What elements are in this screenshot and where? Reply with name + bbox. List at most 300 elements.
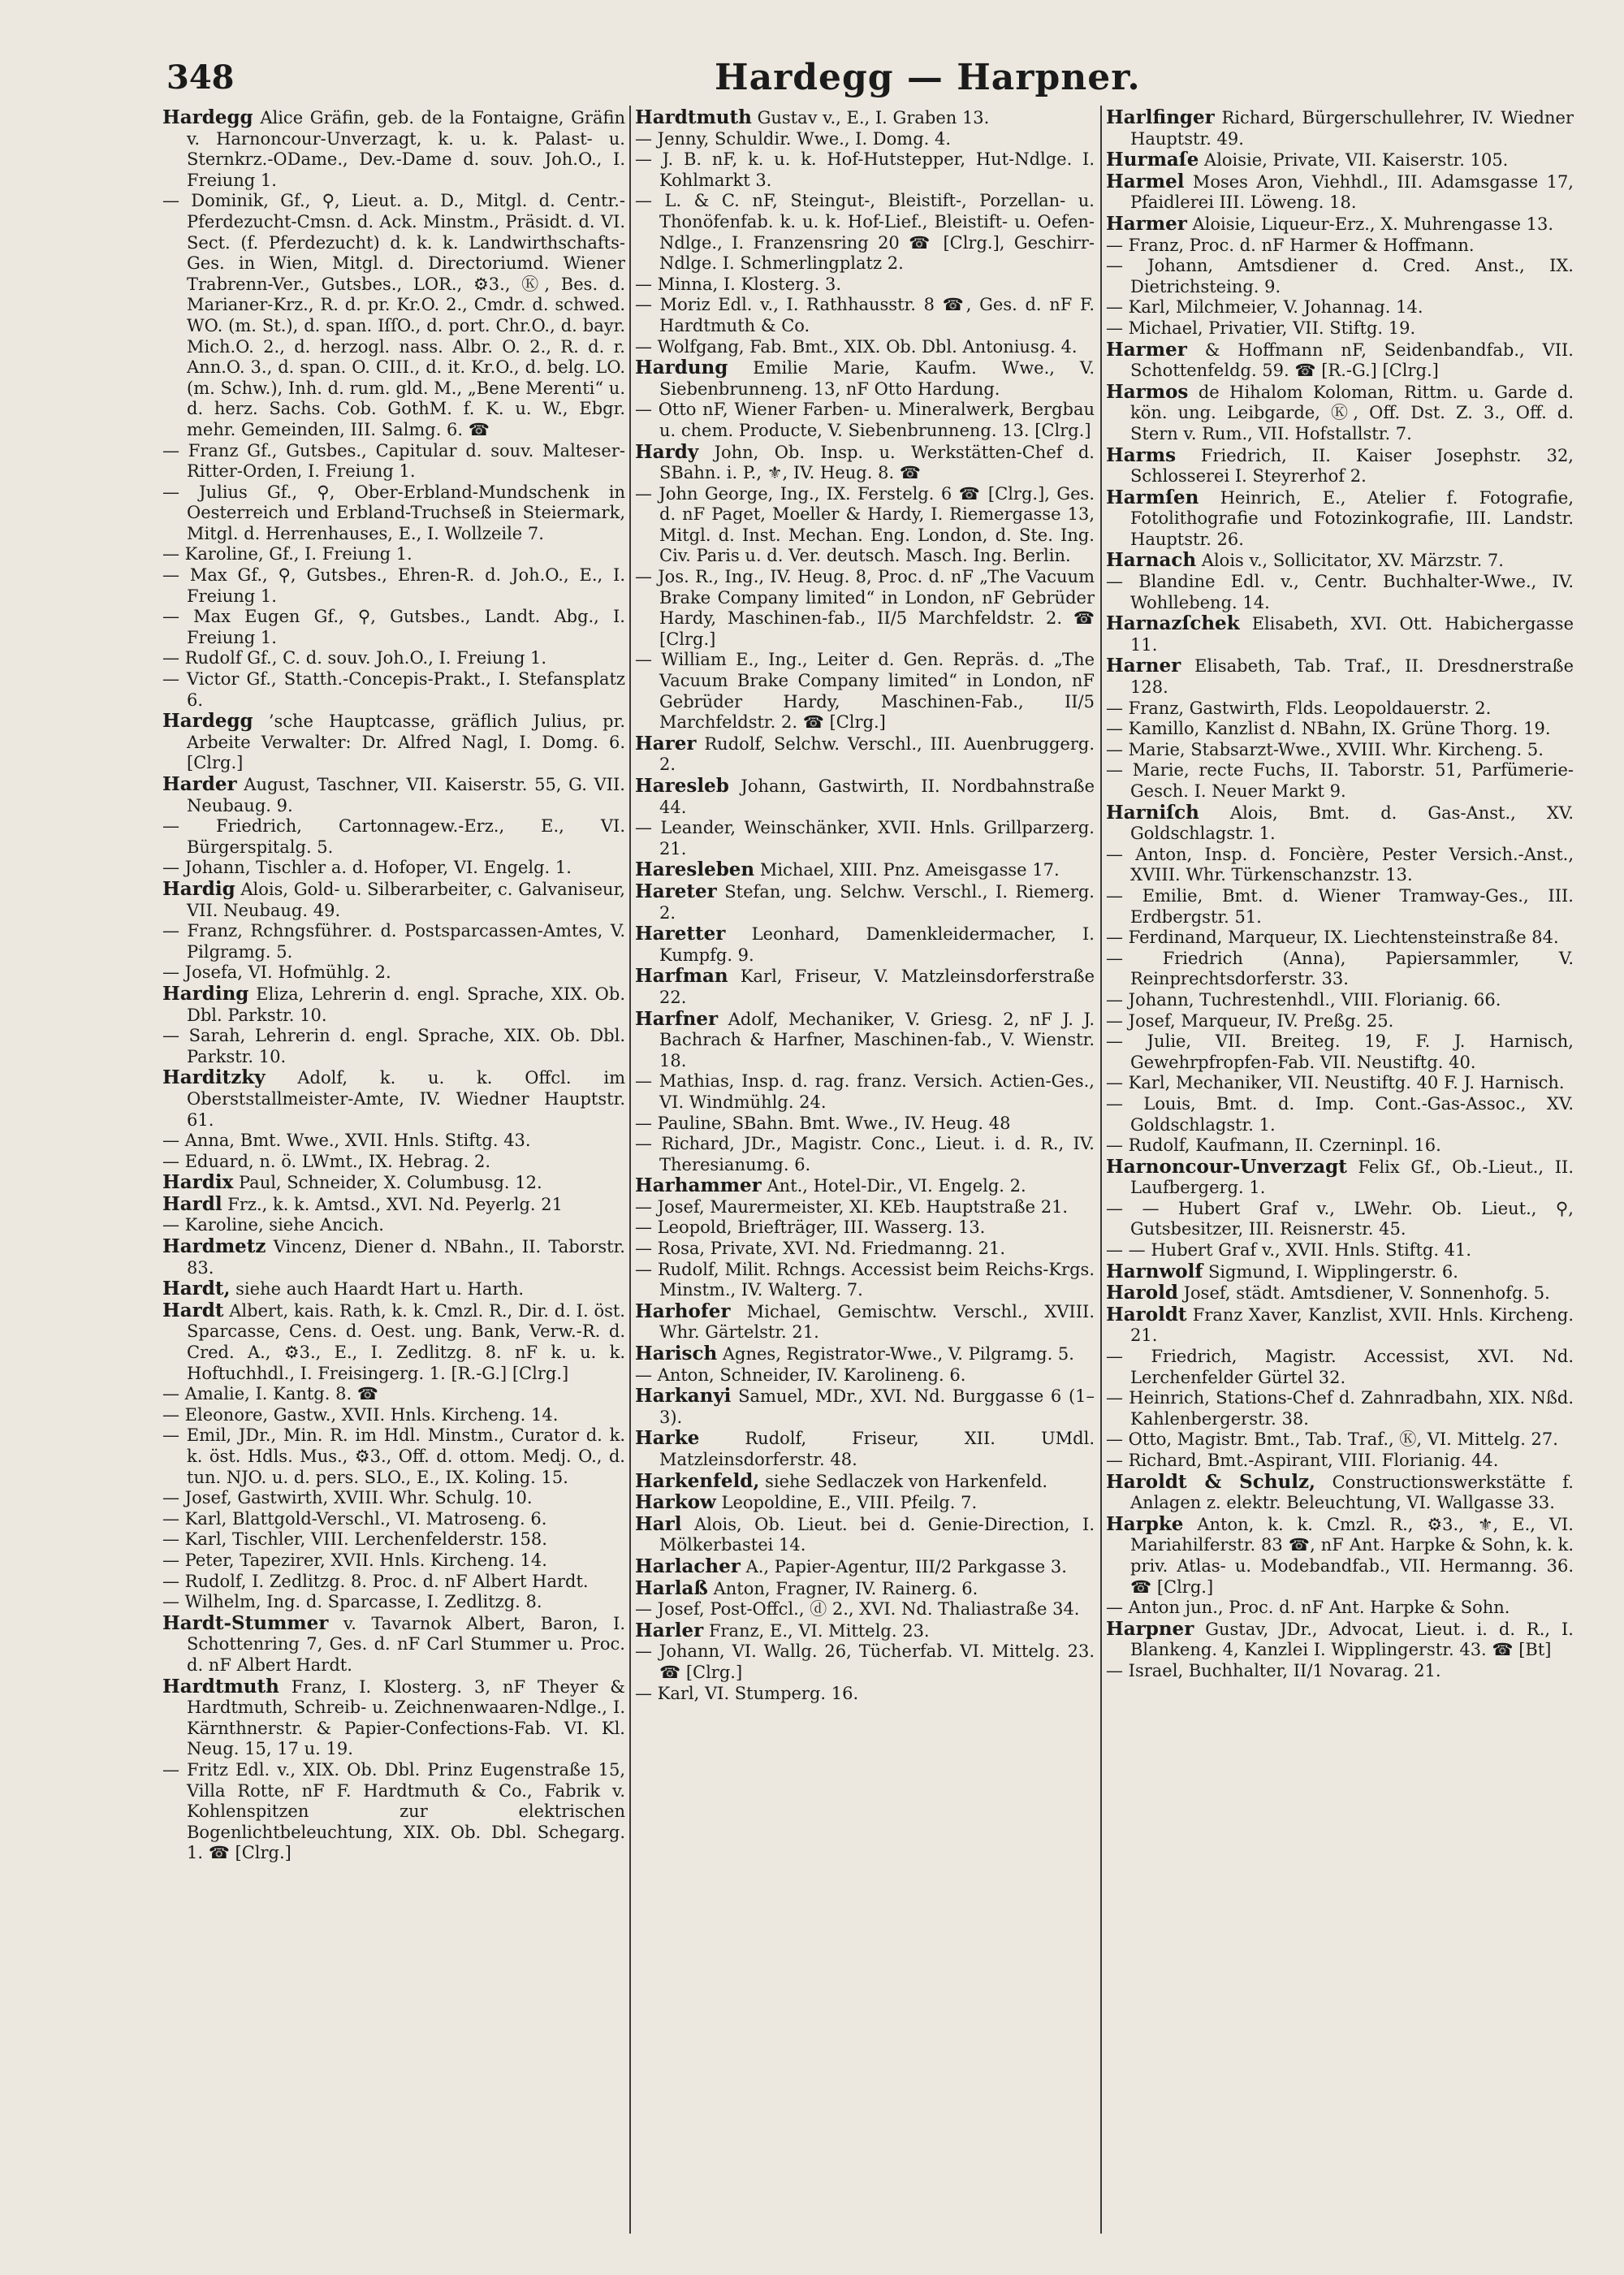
directory-entry [635,567,1095,650]
entry-headword: Harmſen [1106,486,1199,508]
entry-text: — Michael, Privatier, VII. Stiftg. 19. [1106,318,1416,338]
directory-entry [1106,1157,1574,1199]
directory-entry [162,107,625,191]
directory-entry [635,1641,1095,1683]
entry-text: Moses Aron, Viehhdl., III. Adamsgasse 17, Pfaidlerei III. Löweng. 18. [1130,171,1574,213]
entry-text: — Mathias, Insp. d. rag. franz. Versich. Actien-Ges., VI. Windmühlg. 24. [635,1071,1095,1112]
directory-entry [1106,1472,1574,1514]
directory-entry [1106,1304,1574,1347]
entry-headword: Harkenfeld, [635,1469,760,1492]
directory-entry [635,149,1095,191]
entry-text: Franz Xaver, Kanzlist, XVII. Hnls. Kircheng. 21. [1130,1304,1574,1346]
entry-text: Friedrich, II. Kaiser Josephstr. 32, Schlosserei I. Steyrerhof 2. [1130,445,1574,487]
entry-text: & Hoffmann nF, Seidenbandfab., VII. Schottenfeldg. 59. ☎ [R.-G.] [Clrg.] [1130,340,1574,381]
entry-text: — Sarah, Lehrerin d. engl. Sprache, XIX. Ob. Dbl. Parkstr. 10. [162,1026,625,1066]
entry-text: — Franz, Rchngsführer. d. Postsparcassen-Amtes, V. Pilgramg. 5. [162,921,625,962]
entry-text: Aloisie, Private, VII. Kaiserstr. 105. [1204,150,1509,171]
directory-entry [162,1131,625,1152]
directory-entry [635,1428,1095,1470]
directory-entry [162,648,625,669]
directory-entry [162,1384,625,1405]
entry-text: Karl, Friseur, V. Matzleinsdorferstraße 22. [659,967,1095,1007]
directory-entry [635,357,1095,400]
directory-entry [635,400,1095,441]
entry-text: Emilie Marie, Kaufm. Wwe., V. Siebenbrunneng. 13, nF Otto Hardung. [659,358,1095,399]
entry-headword: Hardegg [162,107,253,128]
entry-text: siehe auch Haardt Hart u. Harth. [235,1279,525,1300]
directory-entry [162,544,625,565]
directory-entry [1106,760,1574,802]
directory-entry [1106,1598,1574,1619]
entry-headword: Harkanyi [635,1385,732,1408]
entry-text: Eliza, Lehrerin d. engl. Sprache, XIX. Ob. Dbl. Parkstr. 10. [187,984,625,1025]
page-number: 348 [166,58,235,97]
directory-entry [635,337,1095,358]
entry-headword: Harpner [1106,1617,1194,1640]
directory-entry [162,1760,625,1864]
directory-entry [162,858,625,879]
entry-text: de Hihalom Koloman, Rittm. u. Garde d. kön. ung. Leibgarde, Ⓚ, Off. Dst. Z. 3., Off. d. Stern v. Rum., VII. Hofstallstr. 7. [1130,382,1574,443]
directory-entry [1106,572,1574,613]
entry-text: Frz., k. k. Amtsd., XVI. Nd. Peyerlg. 21 [227,1194,563,1214]
directory-entry [162,1405,625,1426]
entry-text: Elisabeth, XVI. Ott. Habichergasse 11. [1130,614,1574,655]
entry-text: — Dominik, Gf., ⚲, Lieut. a. D., Mitgl. d. Centr.-Pferdezucht-Cmsn. d. Ack. Minstm., Präsidt. d. VI. Sect. (f. Pferdezucht) d. k. k. Landwirthschafts-Ges. in Wien, Mitgl. d. Directoriumd. Wiener Trabrenn-Ver., Gutsbes., LOR., ⚙3., Ⓚ, Bes. d. Marianer-Krz., R. d. pr. Kr.O. 2., Cmdr. d. schwed. WO. (m. St.), d. span. IſſO., d. port. Chr.O., d. bayr. Mich.O. 2., d. herzogl. nass. Albr. O. 2., R. d. r. Ann.O. 3., d. span. O. CIII., d. it. Kr.O., d. belg. LO. (m. Schw.), Inh. d. rum. gld. M., „Bene Merenti“ u. d. herz. Sachs. Cob. GothM. f. K. u. W., Ebgr. mehr. Gemeinden, III. Salmg. 6. ☎ [162,191,625,439]
entry-text: — Amalie, I. Kantg. 8. ☎ [162,1384,378,1404]
directory-entry [162,921,625,962]
directory-entry [635,295,1095,336]
directory-entry [162,879,625,921]
entry-text: Richard, Bürgerschullehrer, IV. Wiedner Hauptstr. 49. [1130,108,1574,149]
entry-text: — Kamillo, Kanzlist d. NBahn, IX. Grüne Thorg. 19. [1106,719,1551,739]
directory-entry [1106,699,1574,720]
entry-text: Constructionswerkstätte f. Anlagen z. elektr. Beleuchtung, VI. Wallgasse 33. [1130,1472,1574,1513]
directory-entry [635,1114,1095,1135]
entry-text: Rudolf, Friseur, XII. UMdl. Matzleinsdorferstr. 48. [659,1429,1095,1469]
entry-text: — Karoline, Gf., I. Freiung 1. [162,544,412,564]
entry-text: — — Hubert Graf v., LWehr. Ob. Lieut., ⚲, Gutsbesitzer, III. Reisnerstr. 45. [1106,1198,1574,1239]
entry-text: Elisabeth, Tab. Traf., II. Dresdnerstraße 128. [1130,656,1574,698]
entry-headword: Harner [1106,655,1181,677]
entry-headword: Harder [162,773,237,795]
directory-entry [1106,149,1574,171]
entry-headword: Harold [1106,1282,1178,1304]
entry-text: — Leopold, Briefträger, III. Wasserg. 13. [635,1218,986,1238]
entry-text: — — Hubert Graf v., XVII. Hnls. Stiftg. 41. [1106,1240,1472,1261]
entry-headword: Harhammer [635,1174,762,1197]
entry-text: Samuel, MDr., XVI. Nd. Burggasse 6 (1–3). [659,1386,1095,1427]
directory-entry [1106,318,1574,340]
directory-entry [635,1260,1095,1301]
directory-entry [162,816,625,858]
entry-headword: Haroldt & Schulz, [1106,1470,1316,1493]
directory-entry [162,1067,625,1131]
directory-entry [1106,719,1574,740]
directory-entry [162,565,625,607]
directory-entry [635,191,1095,274]
directory-entry [162,1236,625,1278]
directory-entry [635,1239,1095,1260]
directory-entry [1106,1261,1574,1283]
entry-text: — Jos. R., Ing., IV. Heug. 8, Proc. d. nF „The Vacuum Brake Company limited“ in London, nF Gebrüder Hardy, Maschinen-fab., II/5 Marchfeldstr. 2. ☎ [Clrg.] [635,567,1095,649]
directory-entry [635,1175,1095,1197]
entry-text: — Max Eugen Gf., ⚲, Gutsbes., Landt. Abg., I. Freiung 1. [162,607,625,647]
directory-entry [162,482,625,545]
entry-text: — Friedrich (Anna), Papiersammler, V. Reinprechtsdorferstr. 33. [1106,948,1574,989]
entry-text: Alice Gräfin, geb. de la Fontaigne, Gräfin v. Harnoncour-Unverzagt, k. u. k. Palast- u. Sternkrz.-ODame., Dev.-Dame d. souv. Joh.O., I. Freiung 1. [187,108,625,190]
entry-text: Leonhard, Damenkleidermacher, I. Kumpfg. 9. [659,924,1095,965]
directory-entry [162,1215,625,1236]
directory-entry [1106,487,1574,551]
directory-entry [635,107,1095,129]
entry-text: Anton, Fragner, IV. Rainerg. 6. [713,1578,978,1598]
entry-headword: Hardix [162,1171,234,1194]
directory-entry [162,1592,625,1613]
directory-entry [162,1529,625,1551]
entry-headword: Harnazſchek [1106,612,1240,635]
entry-text: — Blandine Edl. v., Centr. Buchhalter-Wwe., IV. Wohllebeng. 14. [1106,572,1574,612]
directory-entry [635,859,1095,881]
entry-text: — Israel, Buchhalter, II/1 Novarag. 21. [1106,1660,1441,1680]
entry-text: — Richard, Bmt.-Aspirant, VIII. Florianig. 44. [1106,1451,1499,1470]
entry-text: Albert, kais. Rath, k. k. Cmzl. R., Dir. d. I. öst. Sparcasse, Cens. d. Oest. ung. Bank, Verw.-R. d. Cred. A., ⚙3., E., I. Zedlitzg. 8. nF k. u. k. Hoftuchhdl., I. Freisingerg. 1. [R.-G.] [Clrg.] [187,1300,625,1383]
directory-entry [1106,990,1574,1011]
directory-entry [1106,802,1574,845]
entry-text: — Karl, VI. Stumperg. 16. [635,1683,859,1703]
entry-headword: Hardl [162,1192,222,1215]
entry-text: — Johann, Tischler a. d. Hofoper, VI. Engelg. 1. [162,858,572,878]
entry-text: — Eduard, n. ö. LWmt., IX. Hebrag. 2. [162,1151,491,1171]
directory-entry [162,711,625,774]
directory-entry [1106,1661,1574,1682]
directory-entry [635,275,1095,296]
directory-entry [162,607,625,648]
entry-headword: Harms [1106,443,1177,466]
directory-entry [162,441,625,482]
directory-column-1 [162,107,625,2251]
entry-text: — Franz, Proc. d. nF Harmer & Hoffmann. [1106,235,1475,255]
entry-text: — Julie, VII. Breiteg. 19, F. J. Harnisch, Gewehrpfropfen-Fab. VII. Neustiftg. 40. [1106,1032,1574,1072]
entry-text: — Rudolf, Kaufmann, II. Czerninpl. 16. [1106,1135,1441,1156]
directory-entry [162,1300,625,1384]
directory-entry [162,1613,625,1676]
directory-entry [635,1071,1095,1113]
entry-text: — Franz, Gastwirth, Flds. Leopoldauerstr. 2. [1106,698,1492,718]
directory-entry [1106,949,1574,990]
entry-text: — L. & C. nF, Steingut-, Bleistift-, Porzellan- u. Thonöfenfab. k. u. k. Hof-Lief., Bleistift- u. Oefen-Ndlge., I. Franzensring 20 ☎ [Clrg.], Geschirr-Ndlge. I. Schmerlingplatz 2. [635,191,1095,274]
entry-headword: Hurmaſe [1106,149,1199,171]
entry-headword: Harer [635,732,697,755]
directory-entry [635,1218,1095,1239]
directory-entry [1106,1199,1574,1240]
entry-headword: Harler [635,1619,704,1641]
entry-headword: Haroldt [1106,1303,1187,1326]
entry-text: Johann, Gastwirth, II. Nordbahnstraße 44. [659,776,1095,817]
entry-text: — Minna, I. Klosterg. 3. [635,274,842,294]
running-head: Hardegg — Harpner. [715,57,1141,98]
directory-entry [635,966,1095,1008]
directory-entry [1106,1388,1574,1429]
directory-entry [1106,550,1574,572]
directory-entry [635,1684,1095,1705]
entry-text: Alois, Bmt. d. Gas-Anst., XV. Goldschlagstr. 1. [1130,802,1574,844]
entry-text: Michael, Gemischtw. Verschl., XVIII. Whr. Gärtelstr. 21. [659,1301,1095,1343]
entry-headword: Harniſch [1106,801,1199,824]
entry-headword: Harnoncour-Unverzagt [1106,1155,1347,1178]
directory-entry [1106,1451,1574,1472]
entry-headword: Haresleben [635,859,755,881]
entry-text: — Franz Gf., Gutsbes., Capitular d. souv. Malteser-Ritter-Orden, I. Freiung 1. [162,440,625,482]
entry-headword: Harisch [635,1343,718,1365]
entry-text: — Peter, Tapezirer, XVII. Hnls. Kircheng. 14. [162,1550,547,1570]
directory-entry [1106,1135,1574,1157]
entry-text: — Julius Gf., ⚲, Ober-Erbland-Mundschenk in Oesterreich und Erbland-Truchseß in Steiermark, Mitgl. d. Herrenhauses, E., I. Wollzeile 7. [162,482,625,543]
entry-headword: Hardegg [162,710,253,733]
entry-text: — Josefa, VI. Hofmühlg. 2. [162,962,391,983]
entry-text: — Victor Gf., Statth.-Concepis-Prakt., I. Stefansplatz 6. [162,669,625,710]
directory-entry [1106,1429,1574,1451]
directory-entry [635,1620,1095,1642]
directory-entry [635,1301,1095,1343]
entry-text: Sigmund, I. Wipplingerstr. 6. [1207,1261,1458,1282]
directory-entry [1106,1619,1574,1661]
directory-entry [1106,1240,1574,1261]
entry-text: Rudolf, Selchw. Verschl., III. Auenbruggerg. 2. [659,733,1095,775]
entry-headword: Harpke [1106,1512,1184,1535]
entry-headword: Haresleb [635,775,729,797]
entry-text: v. Tavarnok Albert, Baron, I. Schottenring 7, Ges. d. nF Carl Stummer u. Proc. d. nF Albert Hardt. [187,1613,625,1675]
directory-entry [1106,1514,1574,1598]
entry-text: — J. B. nF, k. u. k. Hof-Hutstepper, Hut-Ndlge. I. Kohlmarkt 3. [635,149,1095,190]
entry-headword: Hareter [635,880,717,902]
entry-text: Alois, Ob. Lieut. bei d. Genie-Direction, I. Mölkerbastei 14. [659,1514,1095,1555]
directory-entry [162,1172,625,1194]
entry-text: — Emil, JDr., Min. R. im Hdl. Minstm., Curator d. k. k. öst. Hdls. Mus., ⚙3., Off. d. ottom. Medj. O., d. tun. NJO. u. d. pers. SLO., E., IX. Koling. 15. [162,1425,625,1487]
directory-entry [635,650,1095,733]
column-divider [629,106,631,2234]
entry-text: — Josef, Gastwirth, XVIII. Whr. Schulg. 10. [162,1488,533,1508]
entry-text: — Johann, VI. Wallg. 26, Tücherfab. VI. Mittelg. 23. ☎ [Clrg.] [635,1641,1095,1682]
entry-text: — Heinrich, Stations-Chef d. Zahnradbahn, XIX. Nßd. Kahlenbergerstr. 38. [1106,1388,1574,1429]
directory-entry [1106,845,1574,886]
entry-text: Ant., Hotel-Dir., VI. Engelg. 2. [767,1176,1026,1196]
entry-headword: Hardtmuth [635,107,752,128]
entry-text: — Otto, Magistr. Bmt., Tab. Traf., Ⓚ, VI. Mittelg. 27. [1106,1429,1558,1450]
directory-entry [1106,655,1574,698]
entry-text: — William E., Ing., Leiter d. Gen. Repräs. d. „The Vacuum Brake Company limited“ in London, nF Gebrüder Hardy, Maschinen-Fab., II/5 Marchfeldstr. 2. ☎ [Clrg.] [635,650,1095,733]
entry-headword: Hardig [162,877,235,900]
entry-headword: Harding [162,982,249,1005]
entry-headword: Harhofer [635,1300,731,1322]
entry-text: — Josef, Maurermeister, XI. KEb. Hauptstraße 21. [635,1196,1069,1217]
entry-text: — Moriz Edl. v., I. Rathhausstr. 8 ☎, Ges. d. nF F. Hardtmuth & Co. [635,295,1095,335]
entry-headword: Harkow [635,1491,716,1514]
directory-entry [162,1152,625,1173]
entry-text: August, Taschner, VII. Kaiserstr. 55, G. VII. Neubaug. 9. [187,775,625,815]
directory-entry [635,442,1095,484]
directory-entry [1106,107,1574,149]
entry-headword: Harke [635,1427,700,1450]
directory-entry [1106,1282,1574,1304]
directory-entry [635,1556,1095,1578]
entry-text: Leopoldine, E., VIII. Pfeilg. 7. [721,1493,978,1513]
directory-entry [635,733,1095,776]
directory-entry [1106,214,1574,236]
entry-text: — Jenny, Schuldir. Wwe., I. Domg. 4. [635,128,952,149]
directory-entry [635,776,1095,818]
entry-text: — Rudolf, I. Zedlitzg. 8. Proc. d. nF Albert Hardt. [162,1571,589,1591]
entry-text: — Karl, Tischler, VIII. Lerchenfelderstr. 158. [162,1529,547,1550]
entry-text: Franz, E., VI. Mittelg. 23. [708,1620,930,1641]
directory-entry [635,1492,1095,1514]
entry-headword: Hardung [635,357,728,379]
entry-headword: Hardt, [162,1278,231,1300]
entry-text: Alois v., Sollicitator, XV. Märzstr. 7. [1201,551,1504,571]
directory-column-2 [635,107,1095,2251]
directory-entry [635,1386,1095,1428]
entry-text: — Anton jun., Proc. d. nF Ant. Harpke & Sohn. [1106,1598,1510,1618]
directory-entry [635,881,1095,923]
directory-entry [162,1509,625,1530]
directory-entry [1106,886,1574,928]
entry-text: — Eleonore, Gastw., XVII. Hnls. Kircheng. 14. [162,1404,559,1425]
entry-headword: Hardtmuth [162,1675,279,1698]
entry-text: Vincenz, Diener d. NBahn., II. Taborstr. 83. [187,1237,625,1278]
entry-headword: Harditzky [162,1066,266,1089]
entry-text: — Louis, Bmt. d. Imp. Cont.-Gas-Assoc., XV. Goldschlagstr. 1. [1106,1093,1574,1135]
directory-entry [162,774,625,816]
entry-text: — Karl, Milchmeier, V. Johannag. 14. [1106,297,1423,318]
entry-headword: Haretter [635,923,726,945]
directory-entry [1106,1032,1574,1073]
directory-entry [635,1599,1095,1620]
entry-text: — Leander, Weinschänker, XVII. Hnls. Grillparzerg. 21. [635,818,1095,859]
directory-column-3 [1106,107,1574,2251]
directory-entry [162,1194,625,1216]
directory-entry [635,1471,1095,1493]
entry-text: Josef, städt. Amtsdiener, V. Sonnenhofg. 5. [1183,1283,1550,1304]
entry-text: — Josef, Marqueur, IV. Preßg. 25. [1106,1010,1394,1031]
directory-entry [162,1551,625,1572]
entry-text: — Richard, JDr., Magistr. Conc., Lieut. i. d. R., IV. Theresianumg. 6. [635,1134,1095,1174]
entry-text: — Anton, Insp. d. Foncière, Pester Versich.-Anst., XVIII. Whr. Türkenschanzstr. 13. [1106,844,1574,885]
entry-text: Adolf, k. u. k. Offcl. im Oberststallmeister-Amte, IV. Wiedner Hauptstr. 61. [187,1068,625,1130]
directory-entry [635,923,1095,966]
entry-text: Adolf, Mechaniker, V. Griesg. 2, nF J. J. Bachrach & Harfner, Maschinen-fab., V. Wienstr. 18. [659,1009,1095,1070]
directory-entry [162,962,625,984]
entry-text: — Ferdinand, Marqueur, IX. Liechtensteinstraße 84. [1106,928,1559,948]
entry-text: — John George, Ing., IX. Ferstelg. 6 ☎ [Clrg.], Ges. d. nF Paget, Moeller & Hardy, I. Riemergasse 13, Mitgl. d. Inst. Mechan. Eng. London, d. Ste. Ing. Civ. Paris u. d. Ver. deutsch. Masch. Ing. Berlin. [635,483,1095,566]
entry-headword: Hardmetz [162,1235,266,1258]
directory-entry [635,1009,1095,1072]
entry-headword: Harmos [1106,380,1189,403]
directory-entry [635,129,1095,150]
directory-entry [162,1425,625,1488]
entry-text: siehe Sedlaczek von Harkenfeld. [765,1471,1048,1491]
entry-text: Agnes, Registrator-Wwe., V. Pilgramg. 5. [722,1344,1074,1365]
entry-headword: Hardt [162,1299,224,1321]
entry-text: — Anton, Schneider, IV. Karolineng. 6. [635,1365,966,1385]
directory-entry [162,669,625,711]
directory-entry [1106,1347,1574,1388]
directory-entry [162,984,625,1026]
directory-entry [635,818,1095,859]
entry-headword: Harmer [1106,338,1187,361]
entry-text: — Friedrich, Magistr. Accessist, XVI. Nd. Lerchenfelder Gürtel 32. [1106,1347,1574,1387]
entry-text: ’sche Hauptcasse, gräflich Julius, pr. Arbeite Verwalter: Dr. Alfred Nagl, I. Domg. 6. [Clrg.] [187,711,625,773]
directory-entry [1106,297,1574,318]
directory-entry [162,191,625,440]
directory-entry [635,1134,1095,1175]
column-divider [1100,106,1102,2234]
entry-text: — Karl, Mechaniker, VII. Neustiftg. 40 F. J. Harnisch. [1106,1073,1565,1093]
entry-text: — Friedrich, Cartonnagew.-Erz., E., VI. Bürgerspitalg. 5. [162,816,625,857]
entry-headword: Hardy [635,440,699,463]
entry-text: Paul, Schneider, X. Columbusg. 12. [238,1173,542,1193]
directory-entry [635,1365,1095,1386]
entry-text: — Johann, Amtsdiener d. Cred. Anst., IX. Dietrichsteing. 9. [1106,256,1574,296]
directory-entry [1106,1094,1574,1135]
entry-text: — Rudolf, Milit. Rchngs. Accessist beim Reichs-Krgs. Minstm., IV. Walterg. 7. [635,1259,1095,1300]
directory-entry [1106,340,1574,382]
entry-text: — Johann, Tuchrestenhdl., VIII. Florianig. 66. [1106,989,1501,1010]
directory-entry [1106,171,1574,214]
directory-entry [635,1514,1095,1556]
directory-entry [635,484,1095,567]
entry-headword: Hardt-Stummer [162,1611,329,1634]
entry-text: Heinrich, E., Atelier f. Fotografie, Fotolithografie und Fotozinkografie, III. Landstr. Hauptstr. 26. [1130,487,1574,549]
entry-text: — Anna, Bmt. Wwe., XVII. Hnls. Stiftg. 43. [162,1131,531,1151]
entry-text: — Karl, Blattgold-Verschl., VI. Matroseng. 6. [162,1508,547,1529]
entry-text: Aloisie, Liqueur-Erz., X. Muhrengasse 13. [1192,214,1554,234]
entry-headword: Harlacher [635,1555,741,1577]
entry-text: John, Ob. Insp. u. Werkstätten-Chef d. SBahn. i. P., ⚜, IV. Heug. 8. ☎ [659,442,1095,483]
entry-headword: Harnwolf [1106,1260,1203,1282]
directory-entry [1106,1011,1574,1032]
directory-entry [162,1676,625,1760]
entry-text: Stefan, ung. Selchw. Verschl., I. Riemerg. 2. [659,881,1095,923]
entry-text: — Emilie, Bmt. d. Wiener Tramway-Ges., III. Erdbergstr. 51. [1106,885,1574,927]
entry-text: Gustav v., E., I. Graben 13. [757,108,990,128]
entry-text: A., Papier-Agentur, III/2 Parkgasse 3. [745,1556,1067,1576]
entry-text: Alois, Gold- u. Silberarbeiter, c. Galvaniseur, VII. Neubaug. 49. [187,879,625,920]
entry-text: Gustav, JDr., Advocat, Lieut. i. d. R., I. Blankeng. 4, Kanzlei I. Wipplingerstr. 43. ☎ [Bt] [1130,1619,1574,1660]
entry-text: — Pauline, SBahn. Bmt. Wwe., IV. Heug. 48 [635,1113,1011,1133]
entry-headword: Harnach [1106,549,1197,572]
directory-entry [1106,613,1574,655]
directory-entry [1106,445,1574,487]
directory-entry [1106,382,1574,445]
entry-text: — Marie, recte Fuchs, II. Taborstr. 51, Parfümerie-Gesch. I. Neuer Markt 9. [1106,760,1574,801]
directory-entry [1106,928,1574,949]
directory-entry [635,1343,1095,1365]
entry-headword: Harfner [635,1007,719,1030]
directory-entry [162,1572,625,1593]
entry-headword: Harmel [1106,170,1185,192]
directory-entry [1106,740,1574,761]
entry-headword: Harfman [635,965,728,988]
entry-text: — Max Gf., ⚲, Gutsbes., Ehren-R. d. Joh.O., E., I. Freiung 1. [162,565,625,606]
directory-entry [162,1488,625,1509]
entry-text: — Marie, Stabsarzt-Wwe., XVIII. Whr. Kircheng. 5. [1106,739,1544,759]
directory-entry [162,1026,625,1067]
entry-text: — Rosa, Private, XVI. Nd. Friedmanng. 21. [635,1239,1006,1259]
entry-text: — Fritz Edl. v., XIX. Ob. Dbl. Prinz Eugenstraße 15, Villa Rotte, nF F. Hardtmuth & Co., Fabrik v. Kohlenspitzen zur elektrischen Bogenlichtbeleuchtung, XIX. Ob. Dbl. Schegarg. 1. ☎ [Clrg.] [162,1759,625,1863]
directory-entry [635,1197,1095,1218]
entry-headword: Harmer [1106,212,1187,235]
entry-text: — Karoline, siehe Ancich. [162,1215,384,1235]
directory-entry [1106,256,1574,297]
